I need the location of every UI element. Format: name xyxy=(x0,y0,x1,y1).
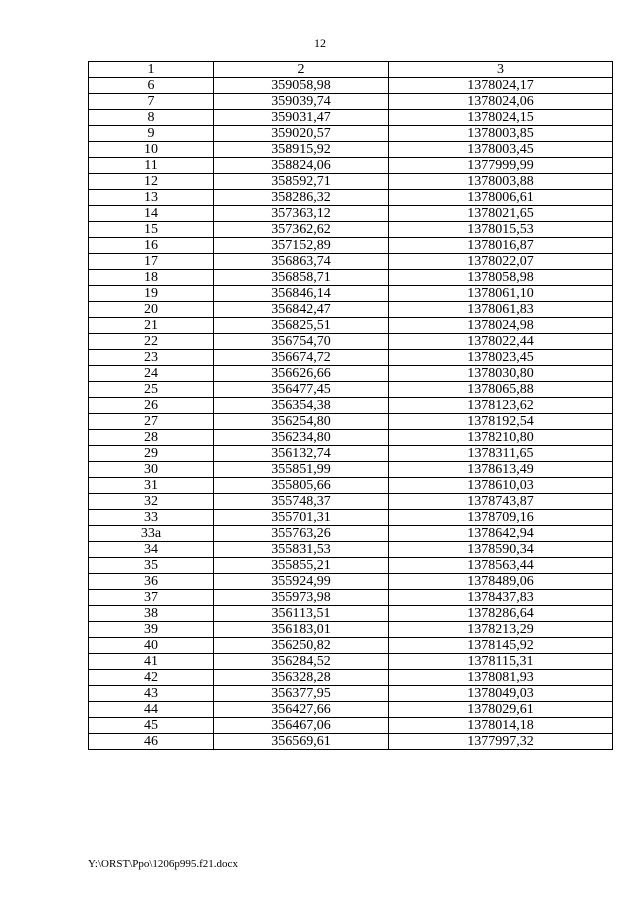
point-number-cell: 44 xyxy=(89,702,214,718)
x-coordinate-cell: 355851,99 xyxy=(214,462,389,478)
table-row xyxy=(89,382,613,398)
table-row xyxy=(89,494,613,510)
table-row xyxy=(89,142,613,158)
x-coordinate-cell: 355973,98 xyxy=(214,590,389,606)
x-coordinate-cell: 356674,72 xyxy=(214,350,389,366)
x-coordinate-cell: 356477,45 xyxy=(214,382,389,398)
table-row xyxy=(89,366,613,382)
point-number-cell: 7 xyxy=(89,94,214,110)
point-number-cell: 16 xyxy=(89,238,214,254)
x-coordinate-cell: 357362,62 xyxy=(214,222,389,238)
table-row xyxy=(89,590,613,606)
point-number-cell: 34 xyxy=(89,542,214,558)
column-header: 3 xyxy=(389,62,613,78)
y-coordinate-cell: 1378058,98 xyxy=(389,270,613,286)
y-coordinate-cell: 1378024,06 xyxy=(389,94,613,110)
x-coordinate-cell: 359058,98 xyxy=(214,78,389,94)
y-coordinate-cell: 1378016,87 xyxy=(389,238,613,254)
point-number-cell: 10 xyxy=(89,142,214,158)
x-coordinate-cell: 356427,66 xyxy=(214,702,389,718)
point-number-cell: 6 xyxy=(89,78,214,94)
x-coordinate-cell: 357152,89 xyxy=(214,238,389,254)
y-coordinate-cell: 1378024,17 xyxy=(389,78,613,94)
y-coordinate-cell: 1378311,65 xyxy=(389,446,613,462)
point-number-cell: 33 xyxy=(89,510,214,526)
x-coordinate-cell: 356254,80 xyxy=(214,414,389,430)
table-row xyxy=(89,190,613,206)
table-row xyxy=(89,398,613,414)
x-coordinate-cell: 355748,37 xyxy=(214,494,389,510)
x-coordinate-cell: 356328,28 xyxy=(214,670,389,686)
x-coordinate-cell: 356626,66 xyxy=(214,366,389,382)
table-row xyxy=(89,622,613,638)
y-coordinate-cell: 1378049,03 xyxy=(389,686,613,702)
x-coordinate-cell: 355855,21 xyxy=(214,558,389,574)
y-coordinate-cell: 1378003,85 xyxy=(389,126,613,142)
y-coordinate-cell: 1378021,65 xyxy=(389,206,613,222)
y-coordinate-cell: 1378029,61 xyxy=(389,702,613,718)
point-number-cell: 24 xyxy=(89,366,214,382)
y-coordinate-cell: 1378613,49 xyxy=(389,462,613,478)
table-row xyxy=(89,542,613,558)
table-row xyxy=(89,718,613,734)
point-number-cell: 21 xyxy=(89,318,214,334)
point-number-cell: 28 xyxy=(89,430,214,446)
table-row xyxy=(89,126,613,142)
page-number: 12 xyxy=(314,36,326,50)
table-row xyxy=(89,414,613,430)
y-coordinate-cell: 1378014,18 xyxy=(389,718,613,734)
table-row xyxy=(89,174,613,190)
x-coordinate-cell: 356846,14 xyxy=(214,286,389,302)
y-coordinate-cell: 1378743,87 xyxy=(389,494,613,510)
y-coordinate-cell: 1378210,80 xyxy=(389,430,613,446)
point-number-cell: 11 xyxy=(89,158,214,174)
table-row xyxy=(89,638,613,654)
y-coordinate-cell: 1378192,54 xyxy=(389,414,613,430)
footer-file-path: Y:\ORST\Ppo\1206p995.f21.docx xyxy=(88,858,238,870)
point-number-cell: 14 xyxy=(89,206,214,222)
table-row xyxy=(89,478,613,494)
point-number-cell: 31 xyxy=(89,478,214,494)
x-coordinate-cell: 359031,47 xyxy=(214,110,389,126)
x-coordinate-cell: 356569,61 xyxy=(214,734,389,750)
point-number-cell: 43 xyxy=(89,686,214,702)
y-coordinate-cell: 1378145,92 xyxy=(389,638,613,654)
point-number-cell: 29 xyxy=(89,446,214,462)
point-number-cell: 33a xyxy=(89,526,214,542)
x-coordinate-cell: 356842,47 xyxy=(214,302,389,318)
x-coordinate-cell: 355805,66 xyxy=(214,478,389,494)
column-header: 1 xyxy=(89,62,214,78)
x-coordinate-cell: 356467,06 xyxy=(214,718,389,734)
x-coordinate-cell: 356250,82 xyxy=(214,638,389,654)
point-number-cell: 40 xyxy=(89,638,214,654)
y-coordinate-cell: 1378022,44 xyxy=(389,334,613,350)
y-coordinate-cell: 1378061,10 xyxy=(389,286,613,302)
y-coordinate-cell: 1378286,64 xyxy=(389,606,613,622)
y-coordinate-cell: 1378024,15 xyxy=(389,110,613,126)
y-coordinate-cell: 1378123,62 xyxy=(389,398,613,414)
table-row xyxy=(89,302,613,318)
point-number-cell: 32 xyxy=(89,494,214,510)
y-coordinate-cell: 1378022,07 xyxy=(389,254,613,270)
table-row xyxy=(89,110,613,126)
y-coordinate-cell: 1378003,88 xyxy=(389,174,613,190)
point-number-cell: 19 xyxy=(89,286,214,302)
y-coordinate-cell: 1378437,83 xyxy=(389,590,613,606)
x-coordinate-cell: 356377,95 xyxy=(214,686,389,702)
point-number-cell: 45 xyxy=(89,718,214,734)
table-row xyxy=(89,462,613,478)
point-number-cell: 30 xyxy=(89,462,214,478)
point-number-cell: 22 xyxy=(89,334,214,350)
y-coordinate-cell: 1378610,03 xyxy=(389,478,613,494)
x-coordinate-cell: 356863,74 xyxy=(214,254,389,270)
y-coordinate-cell: 1378213,29 xyxy=(389,622,613,638)
table-row xyxy=(89,206,613,222)
table-row xyxy=(89,238,613,254)
table-row xyxy=(89,350,613,366)
point-number-cell: 39 xyxy=(89,622,214,638)
point-number-cell: 15 xyxy=(89,222,214,238)
coordinates-table xyxy=(88,61,613,750)
y-coordinate-cell: 1378006,61 xyxy=(389,190,613,206)
point-number-cell: 25 xyxy=(89,382,214,398)
point-number-cell: 46 xyxy=(89,734,214,750)
table-row xyxy=(89,446,613,462)
table-row xyxy=(89,254,613,270)
x-coordinate-cell: 358824,06 xyxy=(214,158,389,174)
table-row xyxy=(89,558,613,574)
y-coordinate-cell: 1378065,88 xyxy=(389,382,613,398)
y-coordinate-cell: 1378015,53 xyxy=(389,222,613,238)
y-coordinate-cell: 1378030,80 xyxy=(389,366,613,382)
y-coordinate-cell: 1378023,45 xyxy=(389,350,613,366)
y-coordinate-cell: 1378590,34 xyxy=(389,542,613,558)
y-coordinate-cell: 1378563,44 xyxy=(389,558,613,574)
point-number-cell: 13 xyxy=(89,190,214,206)
table-row xyxy=(89,510,613,526)
x-coordinate-cell: 356825,51 xyxy=(214,318,389,334)
x-coordinate-cell: 356132,74 xyxy=(214,446,389,462)
point-number-cell: 35 xyxy=(89,558,214,574)
table-row xyxy=(89,734,613,750)
column-header: 2 xyxy=(214,62,389,78)
x-coordinate-cell: 356354,38 xyxy=(214,398,389,414)
y-coordinate-cell: 1377997,32 xyxy=(389,734,613,750)
point-number-cell: 9 xyxy=(89,126,214,142)
table-row xyxy=(89,94,613,110)
y-coordinate-cell: 1378115,31 xyxy=(389,654,613,670)
y-coordinate-cell: 1378061,83 xyxy=(389,302,613,318)
table-row xyxy=(89,318,613,334)
table-row xyxy=(89,670,613,686)
y-coordinate-cell: 1377999,99 xyxy=(389,158,613,174)
x-coordinate-cell: 355831,53 xyxy=(214,542,389,558)
y-coordinate-cell: 1378642,94 xyxy=(389,526,613,542)
y-coordinate-cell: 1378024,98 xyxy=(389,318,613,334)
table-row xyxy=(89,654,613,670)
table-row xyxy=(89,78,613,94)
table-row xyxy=(89,222,613,238)
table-row xyxy=(89,334,613,350)
x-coordinate-cell: 359039,74 xyxy=(214,94,389,110)
y-coordinate-cell: 1378003,45 xyxy=(389,142,613,158)
x-coordinate-cell: 355924,99 xyxy=(214,574,389,590)
point-number-cell: 37 xyxy=(89,590,214,606)
table-header-row xyxy=(89,62,613,78)
table-row xyxy=(89,270,613,286)
x-coordinate-cell: 358592,71 xyxy=(214,174,389,190)
x-coordinate-cell: 358915,92 xyxy=(214,142,389,158)
x-coordinate-cell: 357363,12 xyxy=(214,206,389,222)
point-number-cell: 41 xyxy=(89,654,214,670)
table-row xyxy=(89,702,613,718)
table-row xyxy=(89,526,613,542)
point-number-cell: 17 xyxy=(89,254,214,270)
table-body xyxy=(89,78,613,750)
point-number-cell: 20 xyxy=(89,302,214,318)
x-coordinate-cell: 356113,51 xyxy=(214,606,389,622)
point-number-cell: 26 xyxy=(89,398,214,414)
y-coordinate-cell: 1378081,93 xyxy=(389,670,613,686)
x-coordinate-cell: 356858,71 xyxy=(214,270,389,286)
point-number-cell: 12 xyxy=(89,174,214,190)
x-coordinate-cell: 356284,52 xyxy=(214,654,389,670)
point-number-cell: 36 xyxy=(89,574,214,590)
x-coordinate-cell: 355763,26 xyxy=(214,526,389,542)
table-row xyxy=(89,430,613,446)
table-row xyxy=(89,574,613,590)
x-coordinate-cell: 358286,32 xyxy=(214,190,389,206)
x-coordinate-cell: 356754,70 xyxy=(214,334,389,350)
y-coordinate-cell: 1378709,16 xyxy=(389,510,613,526)
table-row xyxy=(89,686,613,702)
point-number-cell: 27 xyxy=(89,414,214,430)
y-coordinate-cell: 1378489,06 xyxy=(389,574,613,590)
point-number-cell: 8 xyxy=(89,110,214,126)
table-row xyxy=(89,158,613,174)
x-coordinate-cell: 356183,01 xyxy=(214,622,389,638)
point-number-cell: 23 xyxy=(89,350,214,366)
x-coordinate-cell: 359020,57 xyxy=(214,126,389,142)
x-coordinate-cell: 355701,31 xyxy=(214,510,389,526)
point-number-cell: 42 xyxy=(89,670,214,686)
x-coordinate-cell: 356234,80 xyxy=(214,430,389,446)
point-number-cell: 38 xyxy=(89,606,214,622)
table-row xyxy=(89,286,613,302)
table-row xyxy=(89,606,613,622)
point-number-cell: 18 xyxy=(89,270,214,286)
